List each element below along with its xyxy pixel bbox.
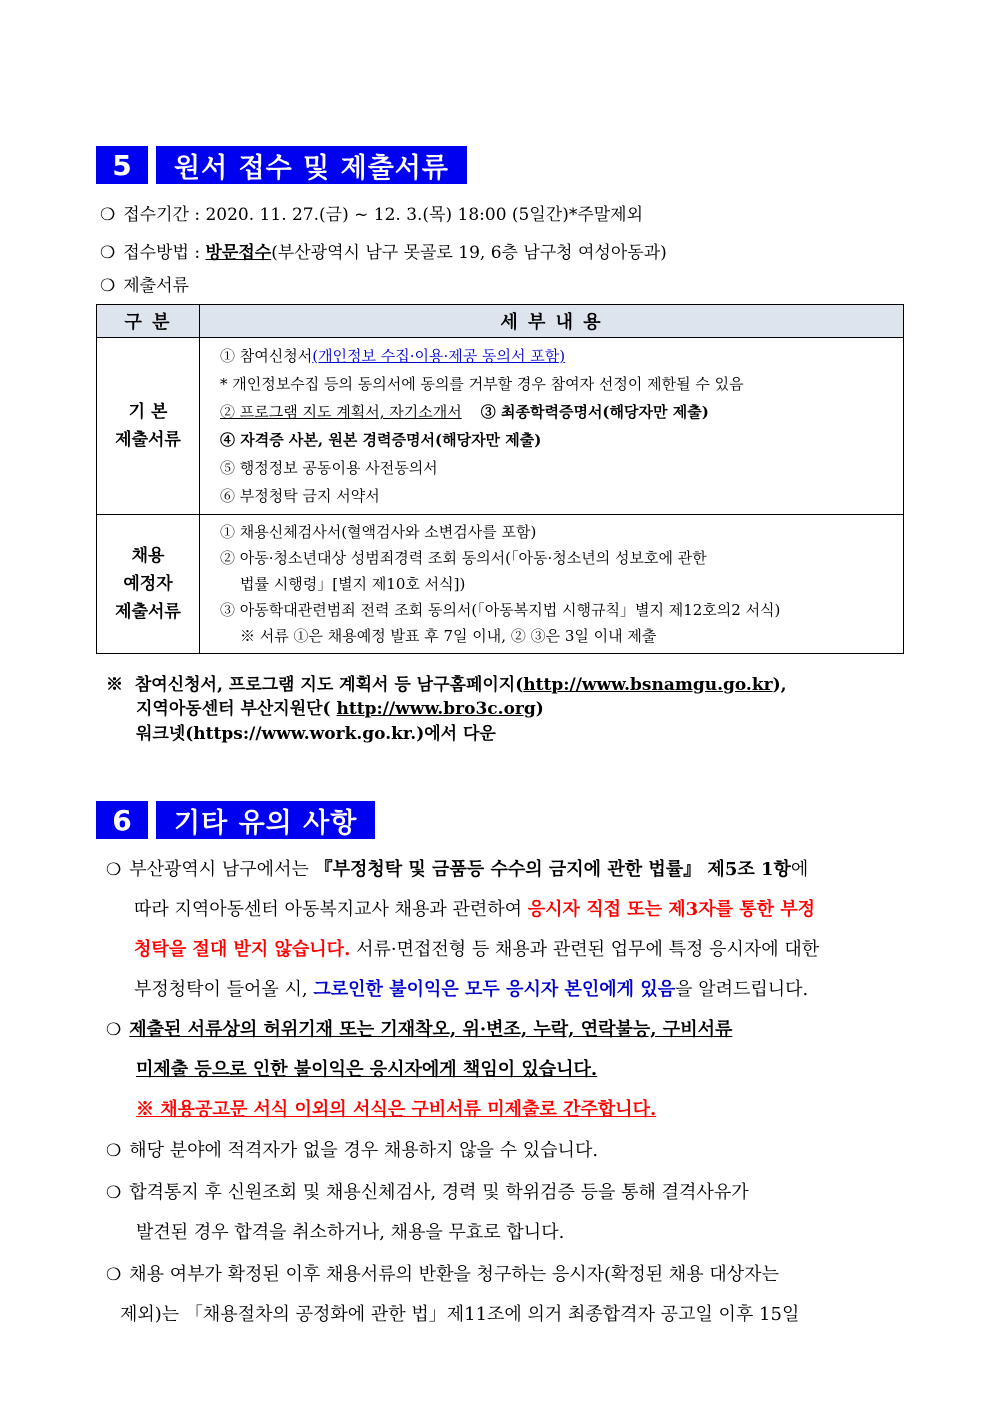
- list-item: ② 아동·청소년대상 성범죄경력 조회 동의서(「아동·청소년의 성보호에 관한: [220, 549, 707, 567]
- period-line: ❍ 접수기간 : 2020. 11. 27.(금) ~ 12. 3.(목) 18:00 (5일간)*주말제외: [100, 205, 644, 225]
- warning-note: ※ 채용공고문 서식 이외의 서식은 구비서류 미제출로 간주합니다.: [136, 1099, 657, 1120]
- list-item: ③ 아동학대관련범죄 전력 조회 동의서(「아동복지법 시행규칙」별지 제12호의2 서식): [220, 601, 781, 619]
- footnote-line: ※ 참여신청서, 프로그램 지도 계획서 등 남구홈페이지(http://www.bsnamgu.go.kr),: [106, 675, 787, 695]
- notice-paragraph: ❍ 합격통지 후 신원조회 및 채용신체검사, 경력 및 학위검증 등을 통해 결격사유가: [106, 1182, 749, 1203]
- detail-cell: [200, 338, 904, 515]
- section-title: 원서 접수 및 제출서류: [156, 146, 467, 184]
- list-item: ① 참여신청서(개인정보 수집·이용·제공 동의서 포함): [220, 347, 566, 365]
- bullet-circle-icon: ❍: [100, 243, 116, 263]
- note-mark: ※: [106, 675, 123, 695]
- footnote-line: 워크넷(https://www.work.go.kr.)에서 다운: [136, 724, 496, 744]
- documents-table: [96, 304, 904, 654]
- column-header: 세 부 내 용: [200, 305, 904, 338]
- list-item: ※ 서류 ①은 채용예정 발표 후 7일 이내, ② ③은 3일 이내 제출: [240, 627, 657, 645]
- bullet-circle-icon: ❍: [106, 860, 122, 880]
- column-header: 구 분: [97, 305, 200, 338]
- list-item: ① 채용신체검사서(혈액검사와 소변검사를 포함): [220, 523, 537, 541]
- category-cell: 기 본 제출서류: [97, 338, 200, 515]
- method-value: 방문접수: [205, 243, 272, 263]
- notice-paragraph: ❍ 제출된 서류상의 허위기재 또는 기재착오, 위·변조, 누락, 연락불능, 구비서류: [106, 1019, 733, 1040]
- list-item: ⑤ 행정정보 공동이용 사전동의서: [220, 459, 438, 477]
- bro3c-link[interactable]: http://www.bro3c.org: [336, 699, 536, 719]
- detail-cell: [200, 515, 904, 654]
- bullet-circle-icon: ❍: [100, 205, 116, 225]
- list-item: ⑥ 부정청탁 금지 서약서: [220, 487, 380, 505]
- list-item: ④ 자격증 사본, 원본 경력증명서(해당자만 제출): [220, 431, 542, 449]
- table-row: [97, 338, 904, 515]
- section-number: 5: [96, 146, 148, 184]
- table-row: [97, 515, 904, 654]
- section-title: 기타 유의 사항: [156, 801, 375, 839]
- namgu-homepage-link[interactable]: http://www.bsnamgu.go.kr: [523, 675, 773, 695]
- notice-paragraph: ❍ 해당 분야에 적격자가 없을 경우 채용하지 않을 수 있습니다.: [106, 1140, 599, 1161]
- bullet-circle-icon: ❍: [106, 1183, 122, 1203]
- list-item: 법률 시행령」[별지 제10호 서식]): [240, 575, 466, 593]
- section-number: 6: [96, 801, 148, 839]
- bullet-circle-icon: ❍: [106, 1265, 122, 1285]
- list-item: * 개인정보수집 등의 동의서에 동의를 거부할 경우 참여자 선정이 제한될 수 있음: [220, 375, 744, 393]
- method-line: ❍ 접수방법 : 방문접수(부산광역시 남구 못골로 19, 6층 남구청 여성아동과): [100, 243, 667, 263]
- notice-paragraph: ❍ 채용 여부가 확정된 이후 채용서류의 반환을 청구하는 응시자(확정된 채용 대상자는: [106, 1264, 779, 1285]
- section-5-header: [96, 146, 467, 184]
- section-6-header: [96, 801, 375, 839]
- table-header-row: [97, 305, 904, 338]
- notice-paragraph: ❍ 부산광역시 남구에서는 『부정청탁 및 금품등 수수의 금지에 관한 법률』 제5조 1항에: [106, 859, 809, 880]
- list-item: ② 프로그램 지도 계획서, 자기소개서 ③ 최종학력증명서(해당자만 제출): [220, 403, 709, 421]
- footnote-line: 지역아동센터 부산지원단( http://www.bro3c.org): [136, 699, 544, 719]
- category-cell: 채용 예정자 제출서류: [97, 515, 200, 654]
- bullet-circle-icon: ❍: [100, 276, 116, 296]
- docs-label-line: ❍ 제출서류: [100, 276, 189, 296]
- bullet-circle-icon: ❍: [106, 1141, 122, 1161]
- bullet-circle-icon: ❍: [106, 1020, 122, 1040]
